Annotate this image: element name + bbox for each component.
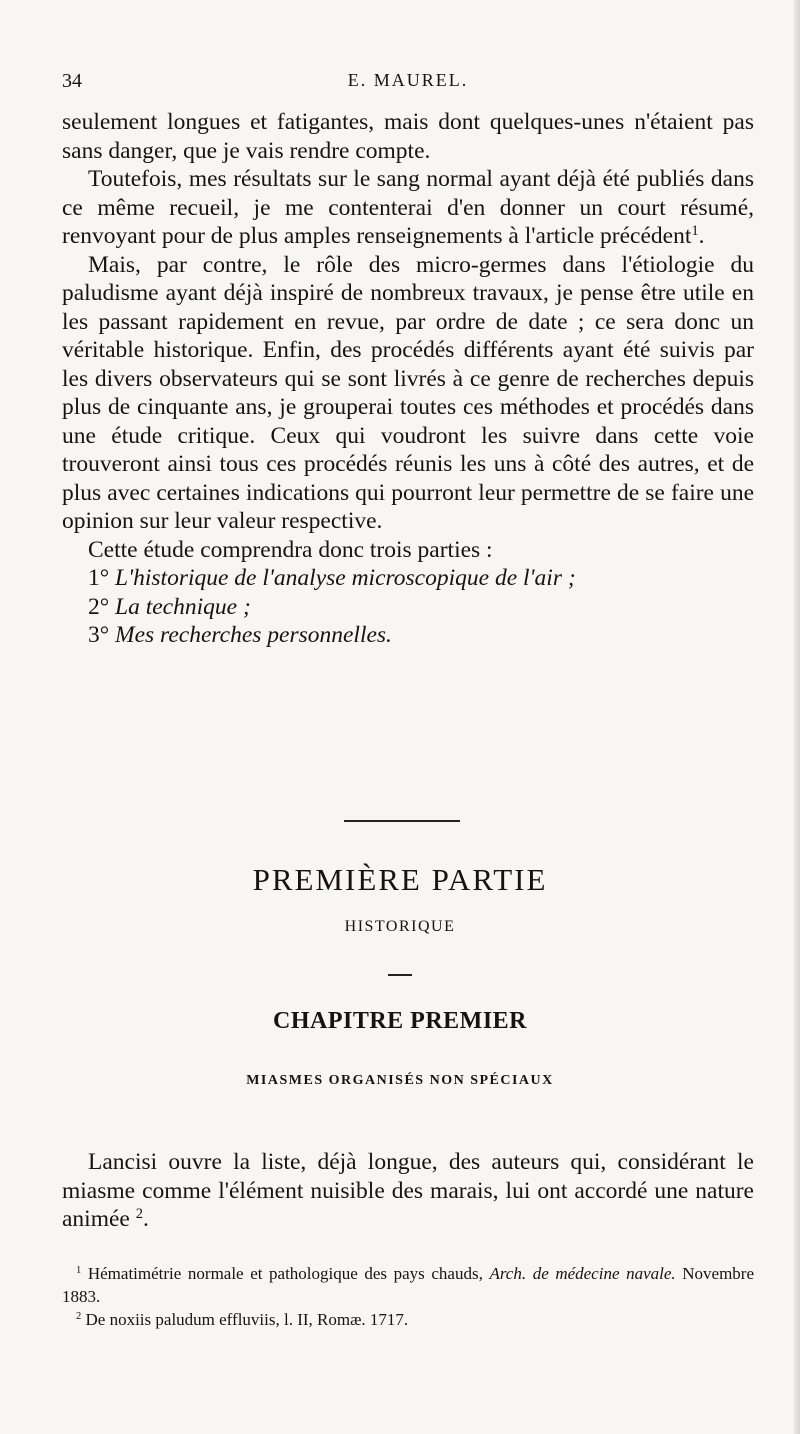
list-item-text: Mes recherches personnelles.: [115, 622, 392, 648]
paragraph-4: Cette étude comprendra donc trois parties :: [88, 536, 493, 563]
scan-edge: [794, 0, 800, 1434]
paragraph-1: seulement longues et fatigantes, mais dont quelques-unes n'étaient pas sans danger, que je vais rendre compte.: [62, 109, 754, 164]
page-number: 34: [62, 70, 82, 92]
list-item-text: L'historique de l'analyse microscopique de l'air ;: [115, 565, 576, 591]
short-dash: [388, 974, 412, 976]
footnote-journal: Arch. de médecine navale.: [489, 1264, 676, 1283]
part-title: PREMIÈRE PARTIE: [252, 862, 548, 897]
footnote-mark: 1: [76, 1265, 82, 1277]
list-item-number: 3°: [88, 622, 110, 648]
list-item: [62, 621, 754, 650]
footnote-text: De noxiis paludum effluviis, l. II, Romæ. 1717.: [85, 1310, 409, 1329]
list-item: [62, 593, 754, 622]
running-author: E. MAUREL.: [347, 70, 469, 90]
paragraph-2-text: Toutefois, mes résultats sur le sang normal ayant déjà été publiés dans ce même recueil, je me contenterai d'en donner un court résumé, renvoyant pour de plus amples renseignements à l'article précédent: [62, 166, 754, 249]
footnote-mark: 2: [76, 1311, 82, 1323]
section-separator: [344, 820, 460, 822]
paragraph-5-end: .: [143, 1206, 149, 1232]
list-item-number: 1°: [88, 565, 110, 591]
parts-list: [62, 564, 754, 650]
running-header: [62, 70, 754, 100]
paragraph-5: [62, 1148, 754, 1234]
footnote-1: [62, 1262, 754, 1308]
paragraph-2-end: .: [698, 223, 705, 249]
footnote-text: Hématimétrie normale et pathologique des pays chauds,: [87, 1264, 483, 1283]
part-subtitle: HISTORIQUE: [344, 918, 456, 935]
list-item-number: 2°: [88, 593, 110, 620]
paragraph-3: Mais, par contre, le rôle des micro-germes dans l'étiologie du paludisme ayant déjà inspiré de nombreux travaux, je pense être utile en les passant rapidement en revue, par ordre de date ; ce sera donc un véritable historique. Enfin, des procédés différents ayant été suivis par les divers observateurs qui se sont livrés à ce genre de recherches depuis plus de cinquante ans, je grouperai toutes ces méthodes et procédés dans une étude critique. Ceux qui voudront les suivre dans cette voie trouveront ainsi tous ces procédés réunis les uns à côté des autres, et de plus avec certaines indications qui pourront leur permettre de se faire une opinion sur leur valeur respective.: [62, 251, 754, 534]
footnotes: [62, 1262, 754, 1331]
paragraph-2: [62, 165, 754, 251]
body-text-2: [62, 1148, 754, 1234]
footnote-2: [62, 1308, 754, 1331]
list-item-text: La technique ;: [115, 593, 251, 620]
chapter-title: CHAPITRE PREMIER: [272, 1008, 527, 1034]
footnote-date: Novembre 1883.: [62, 1264, 755, 1306]
paragraph-5-text: Lancisi ouvre la liste, déjà longue, des auteurs qui, considérant le miasme comme l'élément nuisible des marais, lui ont accordé une nature animée: [62, 1149, 754, 1232]
footnote-ref-1: 1: [691, 223, 699, 239]
chapter-subtitle: MIASMES ORGANISÉS NON SPÉCIAUX: [246, 1073, 554, 1088]
body-text: [62, 108, 754, 650]
list-item: [62, 564, 754, 593]
footnote-ref-2: 2: [135, 1206, 144, 1222]
